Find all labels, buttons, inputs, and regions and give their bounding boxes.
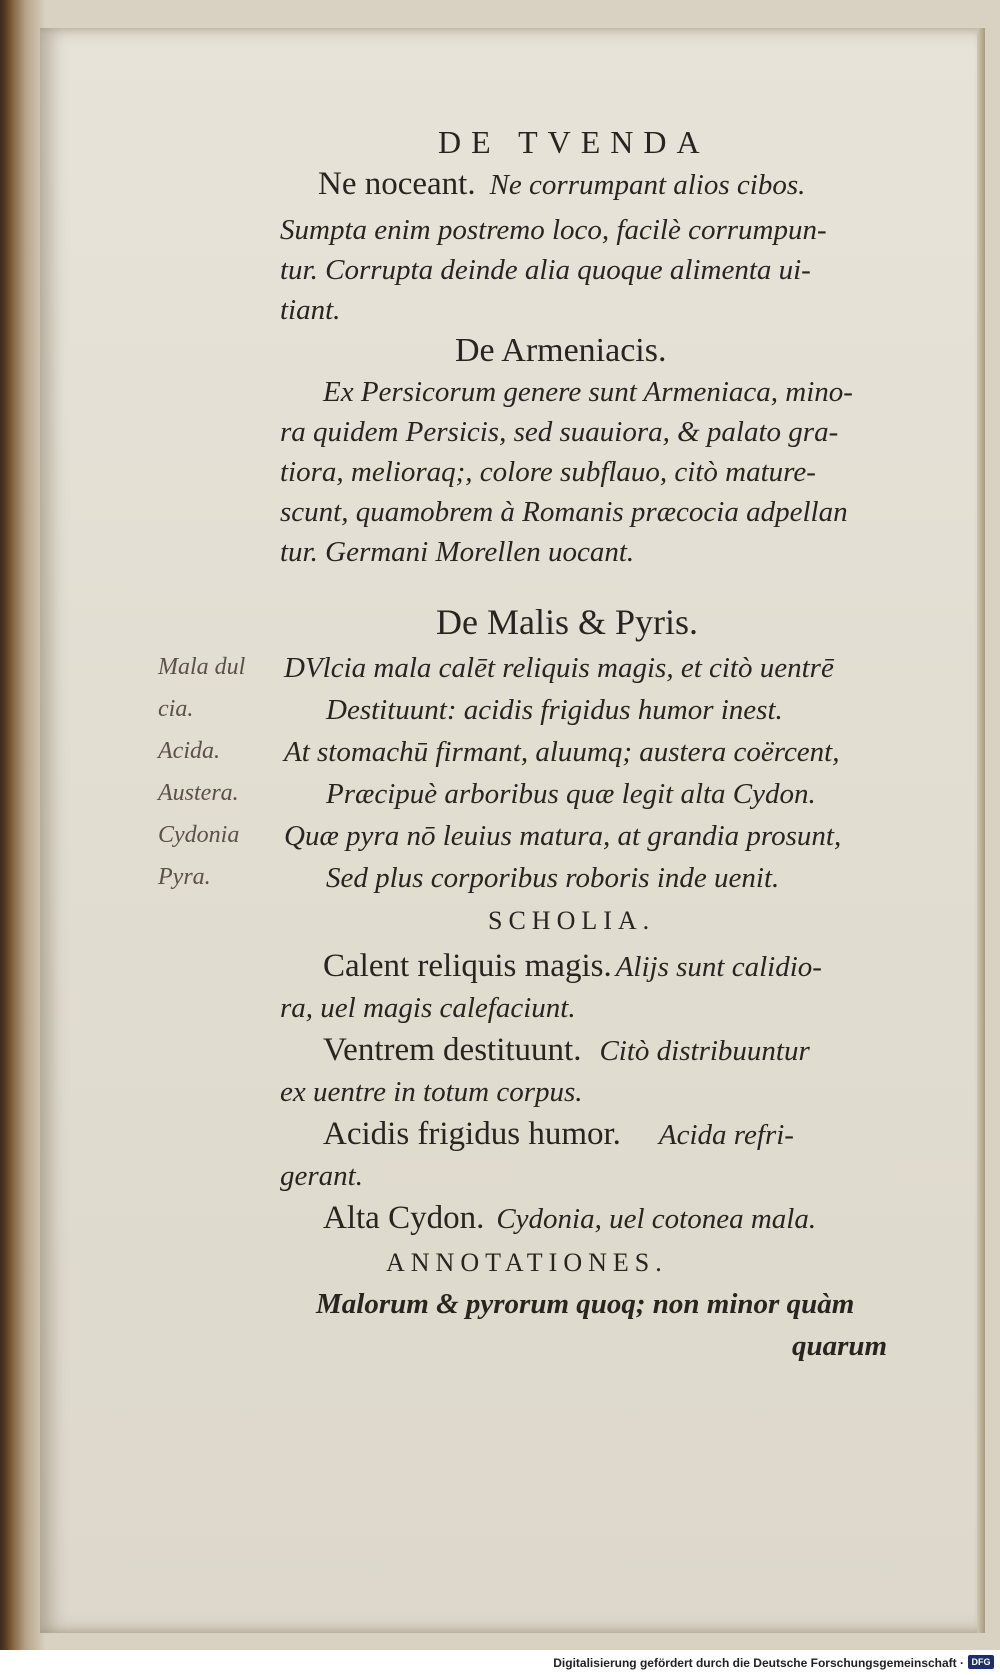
annotationes-heading: ANNOTATIONES. [386, 1248, 668, 1277]
armeniacis-line-3: tiora, melioraq;, colore subflauo, citò mature- [280, 456, 816, 488]
margin-note-6: Pyra. [158, 864, 211, 890]
page-text [40, 28, 985, 1633]
scholia-lemma-2: Ventrem destituunt. [323, 1032, 582, 1068]
scholia-entry-2 [323, 1034, 810, 1067]
margin-note-2: cia. [158, 696, 194, 722]
margin-note-3: Acida. [158, 738, 220, 764]
armeniacis-line-5: tur. Germani Morellen uocant. [280, 536, 635, 568]
scholia-text-1: Alijs sunt calidio- [615, 951, 822, 983]
verse-6: Sed plus corporibus roboris inde uenit. [326, 862, 780, 894]
ne-noceant-text-3: tur. Corrupta deinde alia quoque alimenta ui- [280, 254, 811, 286]
scholia-cont-1: ra, uel magis calefaciunt. [280, 992, 576, 1024]
ne-noceant-text-2: Sumpta enim postremo loco, facilè corrumpun- [280, 214, 827, 246]
verse-4: Præcipuè arboribus quæ legit alta Cydon. [326, 778, 816, 810]
ne-noceant-lemma: Ne noceant. [318, 166, 476, 202]
running-head: DE TVENDA [438, 124, 710, 160]
armeniacis-line-4: scunt, quamobrem à Romanis præcocia adpellan [280, 496, 848, 528]
digitization-footer [0, 1650, 1000, 1675]
scholia-lemma-3: Acidis frigidus humor. [323, 1116, 621, 1152]
scholia-lemma-4: Alta Cydon. [323, 1200, 485, 1236]
scholia-text-3: Acida refri- [658, 1119, 794, 1151]
verse-3: At stomachū firmant, aluumq; austera coërcent, [284, 736, 840, 768]
scholia-text-2: Citò distribuuntur [599, 1035, 810, 1067]
margin-note-1: Mala dul [158, 654, 246, 680]
verse-2: Destituunt: acidis frigidus humor inest. [326, 694, 783, 726]
scholia-entry-3 [323, 1118, 794, 1151]
armeniacis-heading: De Armeniacis. [455, 332, 667, 369]
scholia-cont-2: ex uentre in totum corpus. [280, 1076, 583, 1108]
scholia-heading: SCHOLIA. [488, 906, 656, 935]
armeniacis-line-1: Ex Persicorum genere sunt Armeniaca, mino- [323, 376, 853, 408]
armeniacis-line-2: ra quidem Persicis, sed suauiora, & palato gra- [280, 416, 839, 448]
ne-noceant-line-1 [318, 168, 805, 201]
margin-note-4: Austera. [158, 780, 239, 806]
footer-credit: Digitalisierung gefördert durch die Deutsche Forschungsgemeinschaft · [553, 1656, 964, 1670]
malis-heading: De Malis & Pyris. [436, 602, 699, 642]
scholia-lemma-1: Calent reliquis magis. [323, 948, 612, 984]
dfg-logo: DFG [968, 1655, 994, 1669]
scholia-cont-3: gerant. [280, 1160, 363, 1192]
scholia-entry-1 [323, 950, 822, 983]
scholia-entry-4 [323, 1202, 816, 1235]
ne-noceant-text-1: Ne corrumpant alios cibos. [489, 169, 806, 201]
ne-noceant-text-4: tiant. [280, 294, 341, 326]
verse-1: DVlcia mala calēt reliquis magis, et citò uentrē [284, 652, 834, 684]
book-page [40, 28, 985, 1633]
annotationes-line-1: Malorum & pyrorum quoq; non minor quàm [316, 1288, 855, 1320]
scholia-text-4: Cydonia, uel cotonea mala. [496, 1203, 817, 1235]
catchword: quarum [792, 1330, 888, 1362]
verse-5: Quæ pyra nō leuius matura, at grandia prosunt, [284, 820, 842, 852]
margin-note-5: Cydonia [158, 822, 240, 848]
